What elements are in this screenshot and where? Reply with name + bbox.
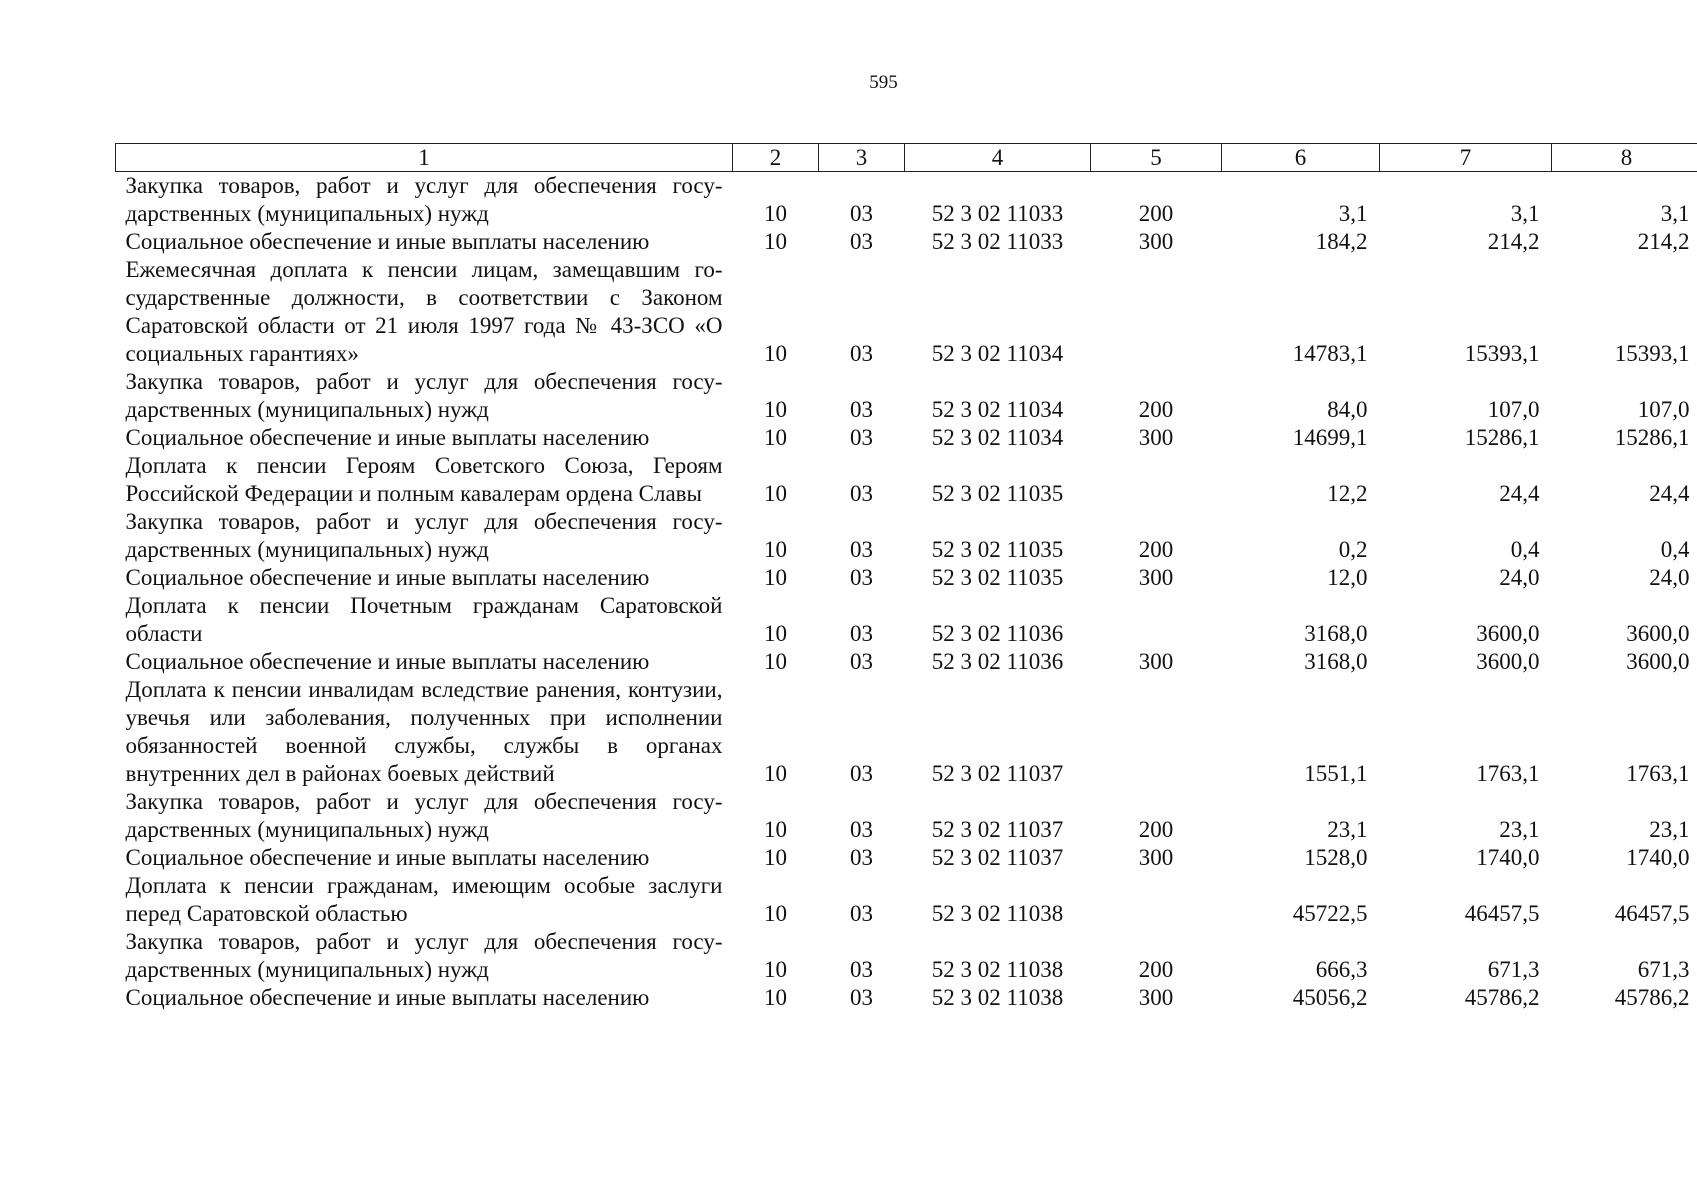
- table-row: [116, 648, 1697, 676]
- row-subsection: 03: [850, 957, 873, 982]
- row-value-col8: 214,2: [1637, 229, 1690, 254]
- table-row: [116, 172, 1697, 229]
- row-value-col6: 45056,2: [1292, 985, 1368, 1010]
- row-target-item: 52 3 02 11034: [931, 397, 1064, 422]
- row-value-col6: 14783,1: [1292, 341, 1368, 366]
- row-target-item: 52 3 02 11035: [931, 537, 1064, 562]
- row-value-col8: 107,0: [1637, 397, 1690, 422]
- budget-table: [115, 143, 1697, 1012]
- table-row: [116, 424, 1697, 452]
- row-target-item: 52 3 02 11033: [931, 201, 1064, 226]
- row-value-col8: 3600,0: [1626, 649, 1690, 674]
- table-row: [116, 564, 1697, 592]
- row-value-col8: 24,0: [1649, 565, 1690, 590]
- header-col-1: 1: [116, 144, 733, 172]
- row-expense-type: 200: [1138, 817, 1174, 842]
- row-value-col8: 1740,0: [1626, 845, 1690, 870]
- row-value-col7: 15393,1: [1464, 341, 1540, 366]
- row-subsection: 03: [850, 565, 873, 590]
- row-name: Закупка товаров, работ и услуг для обеспечения государственных (муниципальных) нужд: [125, 929, 723, 982]
- table-row: [116, 676, 1697, 788]
- row-value-col8: 0,4: [1660, 537, 1690, 562]
- row-expense-type: [1091, 676, 1222, 788]
- table-row: [116, 984, 1697, 1012]
- row-target-item: 52 3 02 11038: [931, 901, 1064, 926]
- row-value-col8: 24,4: [1649, 481, 1690, 506]
- table-row: [116, 788, 1697, 844]
- header-col-4: 4: [905, 144, 1091, 172]
- row-expense-type: 300: [1138, 229, 1174, 254]
- row-value-col7: 3,1: [1510, 201, 1540, 226]
- row-name: Социальное обеспечение и иные выплаты населению: [125, 565, 650, 590]
- row-section: 10: [764, 341, 787, 366]
- table-row: [116, 256, 1697, 368]
- row-name: Ежемесячная доплата к пенсии лицам, замещавшим государственные должности, в соответствии с Законом Саратовской области от 21 июля 1997 года № 43-ЗСО «О социальных гарантиях»: [125, 257, 723, 366]
- row-target-item: 52 3 02 11037: [931, 845, 1064, 870]
- row-value-col7: 45786,2: [1464, 985, 1540, 1010]
- header-col-7: 7: [1380, 144, 1552, 172]
- row-value-col6: 14699,1: [1292, 425, 1368, 450]
- row-name: Доплата к пенсии инвалидам вследствие ранения, контузии, увечья или заболевания, полученных при исполнении обязанностей военной службы, службы в органах внутренних дел в районах боевых действий: [125, 677, 723, 786]
- row-expense-type: 200: [1138, 957, 1174, 982]
- row-section: 10: [764, 985, 787, 1010]
- table-row: [116, 508, 1697, 564]
- row-value-col6: 12,0: [1327, 565, 1368, 590]
- table-row: [116, 844, 1697, 872]
- row-subsection: 03: [850, 985, 873, 1010]
- row-value-col7: 3600,0: [1476, 649, 1540, 674]
- row-value-col6: 3,1: [1338, 201, 1368, 226]
- row-value-col8: 1763,1: [1626, 761, 1690, 786]
- header-col-6: 6: [1222, 144, 1380, 172]
- row-target-item: 52 3 02 11038: [931, 985, 1064, 1010]
- row-name: Социальное обеспечение и иные выплаты населению: [125, 229, 650, 254]
- row-value-col7: 23,1: [1499, 817, 1540, 842]
- row-section: 10: [764, 481, 787, 506]
- row-value-col6: 23,1: [1327, 817, 1368, 842]
- row-value-col7: 15286,1: [1464, 425, 1540, 450]
- row-value-col6: 1528,0: [1304, 845, 1368, 870]
- row-section: 10: [764, 845, 787, 870]
- row-subsection: 03: [850, 817, 873, 842]
- row-value-col7: 1763,1: [1476, 761, 1540, 786]
- row-target-item: 52 3 02 11036: [931, 649, 1064, 674]
- row-value-col7: 1740,0: [1476, 845, 1540, 870]
- row-expense-type: [1091, 452, 1222, 508]
- table-row: [116, 872, 1697, 928]
- table-row: [116, 368, 1697, 424]
- row-value-col7: 671,3: [1487, 957, 1540, 982]
- row-section: 10: [764, 621, 787, 646]
- row-expense-type: 300: [1138, 425, 1174, 450]
- row-subsection: 03: [850, 229, 873, 254]
- table-body: [116, 172, 1697, 1013]
- row-expense-type: 300: [1138, 565, 1174, 590]
- row-value-col6: 184,2: [1315, 229, 1368, 254]
- row-subsection: 03: [850, 481, 873, 506]
- row-value-col6: 45722,5: [1292, 901, 1368, 926]
- row-value-col6: 0,2: [1338, 537, 1368, 562]
- row-value-col6: 12,2: [1327, 481, 1368, 506]
- row-subsection: 03: [850, 845, 873, 870]
- header-col-5: 5: [1091, 144, 1222, 172]
- row-name: Социальное обеспечение и иные выплаты населению: [125, 845, 650, 870]
- row-target-item: 52 3 02 11038: [931, 957, 1064, 982]
- row-value-col7: 24,0: [1499, 565, 1540, 590]
- row-target-item: 52 3 02 11033: [931, 229, 1064, 254]
- table-row: [116, 592, 1697, 648]
- row-value-col7: 0,4: [1510, 537, 1540, 562]
- row-value-col8: 15393,1: [1614, 341, 1690, 366]
- row-section: 10: [764, 229, 787, 254]
- row-subsection: 03: [850, 425, 873, 450]
- row-section: 10: [764, 397, 787, 422]
- row-target-item: 52 3 02 11037: [931, 761, 1064, 786]
- row-expense-type: 300: [1138, 985, 1174, 1010]
- row-target-item: 52 3 02 11034: [931, 341, 1064, 366]
- row-expense-type: [1091, 592, 1222, 648]
- row-expense-type: 300: [1138, 649, 1174, 674]
- row-section: 10: [764, 425, 787, 450]
- row-target-item: 52 3 02 11037: [931, 817, 1064, 842]
- row-expense-type: 200: [1138, 397, 1174, 422]
- row-name: Социальное обеспечение и иные выплаты населению: [125, 985, 650, 1010]
- row-name: Закупка товаров, работ и услуг для обеспечения государственных (муниципальных) нужд: [125, 509, 723, 562]
- row-expense-type: 200: [1138, 537, 1174, 562]
- row-name: Доплата к пенсии Героям Советского Союза, Героям Российской Федерации и полным кавалерам ордена Славы: [125, 453, 723, 506]
- header-col-2: 2: [733, 144, 819, 172]
- row-name: Доплата к пенсии Почетным гражданам Саратовской области: [125, 593, 723, 646]
- row-section: 10: [764, 901, 787, 926]
- row-value-col8: 3,1: [1660, 201, 1690, 226]
- row-name: Социальное обеспечение и иные выплаты населению: [125, 649, 650, 674]
- row-name: Закупка товаров, работ и услуг для обеспечения государственных (муниципальных) нужд: [125, 789, 723, 842]
- row-value-col8: 45786,2: [1614, 985, 1690, 1010]
- row-subsection: 03: [850, 201, 873, 226]
- page-number: 595: [869, 72, 898, 93]
- row-expense-type: 300: [1138, 845, 1174, 870]
- row-target-item: 52 3 02 11035: [931, 481, 1064, 506]
- row-subsection: 03: [850, 341, 873, 366]
- row-value-col8: 46457,5: [1614, 901, 1690, 926]
- row-value-col6: 3168,0: [1304, 649, 1368, 674]
- row-value-col7: 24,4: [1499, 481, 1540, 506]
- row-name: Закупка товаров, работ и услуг для обеспечения государственных (муниципальных) нужд: [125, 173, 723, 226]
- row-section: 10: [764, 649, 787, 674]
- row-expense-type: 200: [1138, 201, 1174, 226]
- row-expense-type: [1091, 872, 1222, 928]
- row-subsection: 03: [850, 761, 873, 786]
- table-row: [116, 928, 1697, 984]
- row-value-col7: 46457,5: [1464, 901, 1540, 926]
- row-subsection: 03: [850, 537, 873, 562]
- row-target-item: 52 3 02 11034: [931, 425, 1064, 450]
- row-section: 10: [764, 201, 787, 226]
- row-section: 10: [764, 817, 787, 842]
- row-value-col7: 3600,0: [1476, 621, 1540, 646]
- row-value-col6: 1551,1: [1304, 761, 1368, 786]
- row-expense-type: [1091, 256, 1222, 368]
- row-name: Социальное обеспечение и иные выплаты населению: [125, 425, 650, 450]
- row-name: Закупка товаров, работ и услуг для обеспечения государственных (муниципальных) нужд: [125, 369, 723, 422]
- row-subsection: 03: [850, 901, 873, 926]
- row-value-col6: 666,3: [1315, 957, 1368, 982]
- row-section: 10: [764, 761, 787, 786]
- row-value-col7: 214,2: [1487, 229, 1540, 254]
- header-col-8: 8: [1552, 144, 1697, 172]
- table-header: [116, 144, 1697, 172]
- row-value-col6: 84,0: [1327, 397, 1368, 422]
- row-value-col8: 671,3: [1637, 957, 1690, 982]
- row-value-col7: 107,0: [1487, 397, 1540, 422]
- row-section: 10: [764, 537, 787, 562]
- row-section: 10: [764, 957, 787, 982]
- header-row: [116, 144, 1697, 172]
- row-subsection: 03: [850, 621, 873, 646]
- row-target-item: 52 3 02 11035: [931, 565, 1064, 590]
- row-subsection: 03: [850, 397, 873, 422]
- row-value-col8: 15286,1: [1614, 425, 1690, 450]
- table-row: [116, 452, 1697, 508]
- table-row: [116, 228, 1697, 256]
- row-section: 10: [764, 565, 787, 590]
- row-value-col8: 23,1: [1649, 817, 1690, 842]
- row-value-col6: 3168,0: [1304, 621, 1368, 646]
- row-value-col8: 3600,0: [1626, 621, 1690, 646]
- row-target-item: 52 3 02 11036: [931, 621, 1064, 646]
- row-name: Доплата к пенсии гражданам, имеющим особые заслуги перед Саратовской областью: [125, 873, 723, 926]
- header-col-3: 3: [819, 144, 905, 172]
- row-subsection: 03: [850, 649, 873, 674]
